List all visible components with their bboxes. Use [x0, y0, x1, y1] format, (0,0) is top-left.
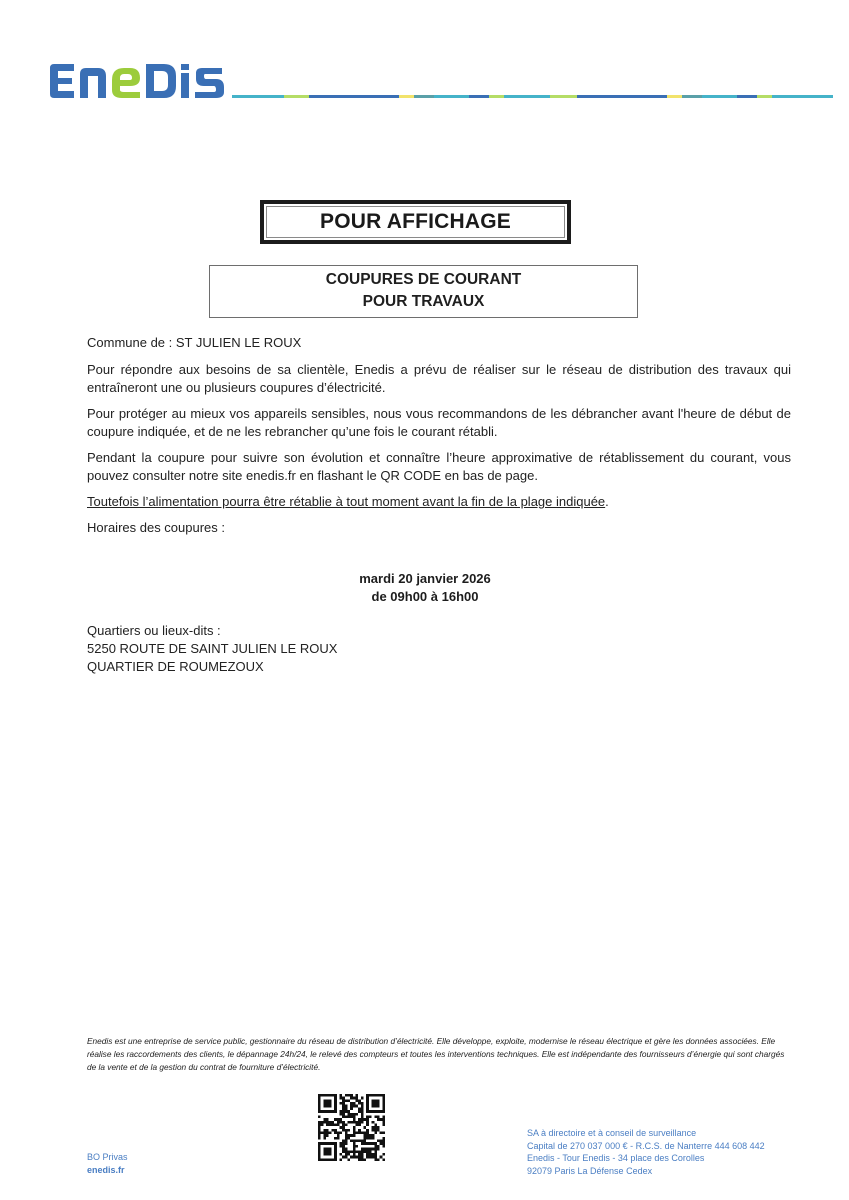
header-line-segment: [399, 95, 414, 98]
header-line-segment: [434, 95, 469, 98]
places-block: [87, 622, 337, 676]
enedis-logo-icon: [48, 62, 226, 100]
footer-site-link[interactable]: enedis.fr: [87, 1164, 125, 1175]
header-line-segment: [757, 95, 772, 98]
legal-line-4: 92079 Paris La Défense Cedex: [527, 1165, 653, 1176]
legal-line-2: Capital de 270 037 000 € - R.C.S. de Nanterre 444 608 442: [527, 1140, 765, 1151]
legal-line-1: SA à directoire et à conseil de surveillance: [527, 1128, 697, 1138]
header-line-segment: [414, 95, 434, 98]
header-line-segment: [772, 95, 833, 98]
footer-legal: [527, 1127, 765, 1177]
qr-code-icon[interactable]: [318, 1094, 385, 1161]
place-item: QUARTIER DE ROUMEZOUX: [87, 659, 264, 674]
enedis-logo: [48, 60, 226, 100]
schedule-hours: de 09h00 à 16h00: [371, 589, 479, 604]
subtitle-line-1: COUPURES DE COURANT: [325, 271, 522, 288]
qr-code-graphic: [318, 1094, 385, 1161]
paragraph-warning: [87, 493, 791, 511]
schedule-block: [300, 570, 550, 606]
footer-left: [87, 1151, 128, 1176]
header-color-line: [232, 95, 833, 98]
footer-office: BO Privas: [87, 1152, 128, 1162]
warning-text: Toutefois l’alimentation pourra être rétablie à tout moment avant la fin de la plage indiquée: [87, 494, 606, 509]
places-label: Quartiers ou lieux-dits :: [87, 623, 221, 638]
commune-line: Commune de : ST JULIEN LE ROUX: [87, 335, 302, 350]
header-line-segment: [702, 95, 737, 98]
subtitle-box: [209, 265, 638, 318]
warning-end: .: [605, 494, 609, 509]
footer-company-note: Enedis est une entreprise de service public, gestionnaire du réseau de distribution d’électricité. Elle développe, exploite, modernise le réseau électrique et gère les données associées. Elle réalise les raccordements des clients, le dépannage 24h/24, le relevé des compteurs et toutes les interventions techniques. Elle est indépendante des fournisseurs d’énergie qui sont chargés de la vente et de la gestion du contrat de fourniture d’électricité.: [87, 1036, 785, 1072]
place-item: 5250 ROUTE DE SAINT JULIEN LE ROUX: [87, 641, 338, 656]
schedule-date: mardi 20 janvier 2026: [359, 571, 491, 586]
header-line-segment: [550, 95, 577, 98]
header-line-segment: [504, 95, 550, 98]
header-line-segment: [667, 95, 682, 98]
header-line-segment: [682, 95, 702, 98]
paragraph-intro: Pour répondre aux besoins de sa clientèle, Enedis a prévu de réaliser sur le réseau de distribution des travaux qui entraîneront une ou plusieurs coupures d’électricité.: [87, 362, 791, 395]
header-line-segment: [577, 95, 667, 98]
header-line-segment: [489, 95, 504, 98]
schedule-label: Horaires des coupures :: [87, 520, 226, 535]
header-line-segment: [232, 95, 284, 98]
header-line-segment: [284, 95, 309, 98]
subtitle-line-2: POUR TRAVAUX: [362, 293, 485, 310]
paragraph-protect: Pour protéger au mieux vos appareils sensibles, nous vous recommandons de les débrancher avant l'heure de début de coupure indiquée, et de ne les rebrancher qu’une fois le courant rétabli.: [87, 406, 791, 439]
header-line-segment: [737, 95, 757, 98]
page-title: POUR AFFICHAGE: [319, 210, 512, 233]
title-box: [260, 200, 571, 244]
legal-line-3: Enedis - Tour Enedis - 34 place des Corolles: [527, 1153, 705, 1163]
paragraph-qr: Pendant la coupure pour suivre son évolution et connaître l’heure approximative de rétablissement du courant, vous pouvez consulter notre site enedis.fr en flashant le QR CODE en bas de page.: [87, 450, 791, 483]
header-line-segment: [309, 95, 399, 98]
notice-body: [87, 334, 791, 545]
header-line-segment: [469, 95, 489, 98]
